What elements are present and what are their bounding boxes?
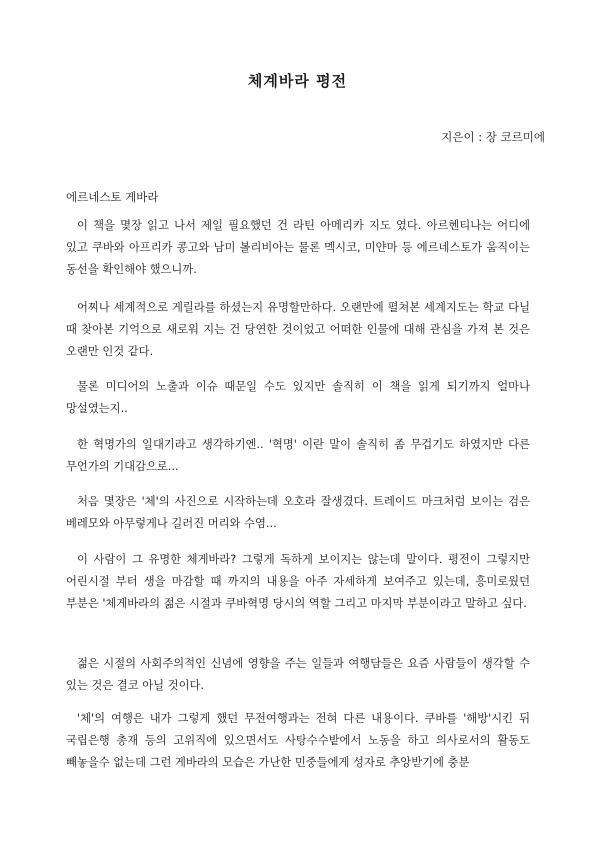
paragraph-7: 젊은 시절의 사회주의적인 신념에 영향을 주는 일들과 여행담들은 요즘 사람들이 생각할 수 있는 것은 결코 아닐 것이다. (66, 657, 530, 692)
author-line: 지은이 : 장 코르미에 (441, 130, 545, 144)
paragraph-5: 처음 몇장은 '체'의 사진으로 시작하는데 오호라 잘생겼다. 트레이드 마크처럼 보이는 검은 베레모와 아무렇게나 길러진 머리와 수염... (66, 495, 530, 530)
document-title: 체계바라 평전 (247, 72, 348, 90)
paragraph-2: 어찌나 세계적으로 게릴라를 하셨는지 유명할만하다. 오랜만에 펼쳐본 세계지도는 학교 다닐 때 찾아본 기억으로 새로워 지는 건 당연한 것이었고 어떠한 인물에 대해 관심을 가져 본 것은 오랜만 인것 같다. (66, 301, 530, 358)
paragraph-4: 한 혁명가의 일대기라고 생각하기엔.. '혁명' 이란 말이 솔직히 좀 무겁기도 하였지만 다른 무언가의 기대감으로... (66, 438, 530, 473)
paragraph-8: '체'의 여행은 내가 그렇게 했던 무전여행과는 전혀 다른 내용이다. 쿠바를 '해방'시킨 뒤 국립은행 총재 등의 고위직에 있으면서도 사탕수수밭에서 노동을 하고 의사로서의 활동도 빼놓을수 없는데 그런 게바라의 모습은 가난한 민중들에게 성자로 추앙받기에 충분 (66, 712, 530, 769)
paragraph-3: 물론 미디어의 노출과 이슈 때문일 수도 있지만 솔직히 이 책을 읽게 되기까지 얼마나 망설였는지.. (66, 380, 530, 415)
paragraph-6: 이 사람이 그 유명한 체게바라? 그렇게 독하게 보이지는 않는데 말이다. 평전이 그렇지만 어린시절 부터 생을 마감할 때 까지의 내용을 아주 자세하게 보여주고 있는데, 흥미로웠던 부분은 '체게바라의 젊은 시절과 쿠바혁명 당시의 역할 그리고 마지막 부분이라고 말하고 싶다. (66, 553, 530, 610)
section-heading: 에르네스토 게바라 (66, 190, 159, 204)
paragraph-1: 이 책을 몇장 읽고 나서 제일 필요했던 건 라틴 아메리카 지도 였다. 아르헨티나는 어디에 있고 쿠바와 아프리카 콩고와 남미 볼리비아는 물론 멕시코, 미얀마 등 에르네스토가 움직이는 동선을 확인해야 했으니까. (66, 219, 530, 276)
